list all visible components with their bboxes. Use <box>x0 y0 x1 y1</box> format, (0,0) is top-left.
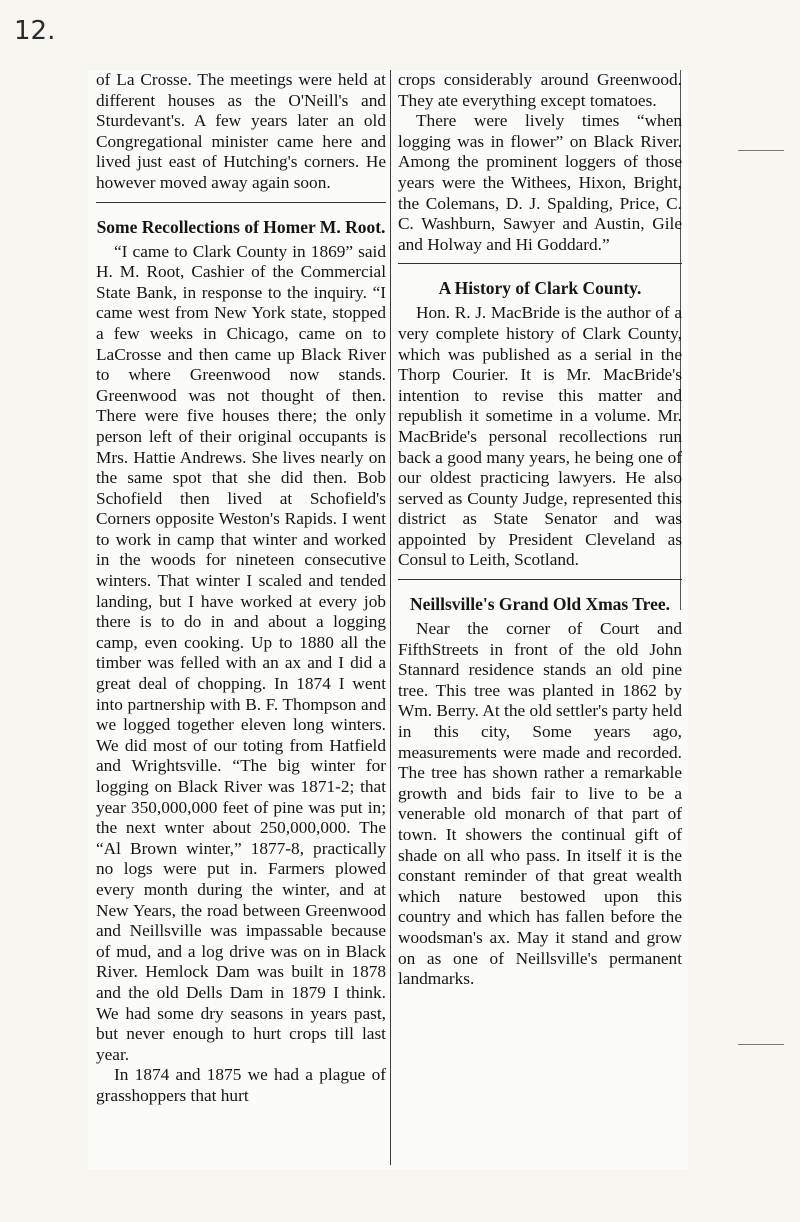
continuation-paragraph: crops considerably around Greenwood. They ate everything except tomatoes. <box>398 70 682 110</box>
article-paragraph: “I came to Clark County in 1869” said H. M. Root, Cashier of the Commercial State Bank, in response to the inquiry. “I came west from New York state, stopped a few weeks in Chicago, came on to LaCrosse and then came up Black River to where Greenwood now stands. Greenwood was not thought of then. There were five houses there; the only person left of their original occupants is Mrs. Hattie Andrews. She lives nearly on the same spot that she did then. Bob Schofield then lived at Schofield's Corners opposite Weston's Rapids. I went to work in camp that winter and worked in the woods for nineteen consecutive winters. That winter I scaled and tended landing, but I have worked at every job there is to do in and about a logging camp, even cooking. Up to 1880 all the timber was felled with an ax and I did a great deal of chopping. In 1874 I went into partnership with B. F. Thompson and we logged together eleven long winters. We did most of our toting from Hatfield and Wrightsville. “The big winter for logging on Black River was 1871-2; that year 350,000,000 feet of pine was put in; the next wnter about 250,000,000. The “Al Brown winter,” 1877-8, practically no logs were put in. Farmers plowed every month during the winter, and at New Years, the road between Greenwood and Neillsville was impassable because of mud, and a log drive was on in Black River. Hemlock Dam was built in 1878 and the old Dells Dam in 1879 I think. We had some dry seasons in years past, but never enough to hurt crops till last year. <box>96 241 386 1064</box>
article-paragraph: There were lively times “when logging was in flower” on Black River. Among the prominent loggers of those years were the Withees, Hixon, Bright, the Colemans, D. J. Spalding, Price, C. C. Washburn, Sawyer and Austin, Gile and Holway and Hi Goddard.” <box>398 111 682 254</box>
margin-mark <box>738 150 784 151</box>
article-paragraph: Near the corner of Court and FifthStreets in front of the old John Stannard residence stands an old pine tree. This tree was planted in 1862 by Wm. Berry. At the old settler's party held in this city, Some years ago, measurements were made and recorded. The tree has shown rather a remarkable growth and bids fair to live to be a venerable old monarch of that part of town. It showers the continual gift of shade on all who pass. In itself it is the constant reminder of that great wealth which nature bestowed upon this country and which has fallen before the woodsman's ax. May it stand and grow on as one of Neillsville's permanent landmarks. <box>398 619 682 989</box>
column-rule <box>398 263 682 264</box>
margin-mark <box>738 1044 784 1045</box>
page-number: 12. <box>14 16 56 46</box>
article-title-xmas-tree: Neillsville's Grand Old Xmas Tree. <box>409 594 671 615</box>
newspaper-clipping <box>88 70 688 1170</box>
article-paragraph: Hon. R. J. MacBride is the author of a very complete history of Clark County, which was published as a serial in the Thorp Courier. It is Mr. MacBride's intention to revise this matter and republish it sometime in a volume. Mr. MacBride's personal recollections run back a good many years, he being one of our oldest practicing lawyers. He also served as County Judge, represented this district as State Senator and was appointed by President Cleveland as Consul to Leith, Scotland. <box>398 303 682 570</box>
right-column <box>398 70 682 990</box>
continuation-paragraph: of La Crosse. The meetings were held at different houses as the O'Neill's and Sturdevant's. A few years later an old Congregational minister came here and lived just east of Hutching's corners. He however moved away again soon. <box>96 70 386 192</box>
column-rule <box>398 579 682 580</box>
column-rule <box>96 202 386 203</box>
column-divider <box>390 70 391 1165</box>
article-title-root-recollections: Some Recollections of Homer M. Root. <box>96 216 386 237</box>
left-column <box>96 70 386 1107</box>
article-paragraph: In 1874 and 1875 we had a plague of grasshoppers that hurt <box>96 1065 386 1105</box>
article-title-history-clark-county: A History of Clark County. <box>438 278 642 299</box>
